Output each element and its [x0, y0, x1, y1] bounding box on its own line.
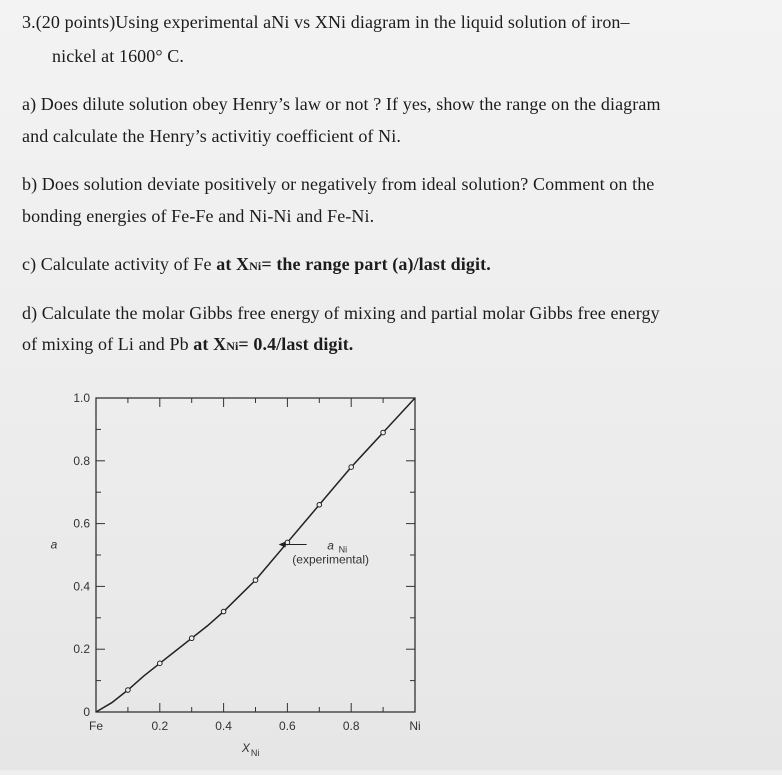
part-d-rest: = 0.4/last digit. — [238, 334, 354, 354]
activity-chart-svg — [40, 380, 440, 770]
data-point — [126, 688, 131, 693]
question-header-line1: 3.(20 points)Using experimental aNi vs XNi diagram in the liquid solution of iron– — [22, 12, 630, 32]
y-tick-label: 0.2 — [73, 642, 90, 657]
part-d-line1: d) Calculate the molar Gibbs free energy of mixing and partial molar Gibbs free energy — [22, 303, 660, 323]
data-point — [317, 502, 322, 507]
x-tick-label: 0.6 — [279, 719, 296, 733]
data-point — [349, 465, 354, 470]
part-d-line2 — [22, 334, 353, 355]
data-point — [253, 578, 258, 583]
part-c-at: at — [216, 254, 232, 274]
chart-text — [51, 391, 421, 758]
part-d-prefix: of mixing of Li and Pb — [22, 334, 194, 354]
part-c-x: X — [236, 254, 250, 274]
part-d-sub: Ni — [226, 339, 239, 353]
part-d-at: at — [193, 334, 209, 354]
part-b-line2: bonding energies of Fe-Fe and Ni-Ni and Fe-Ni. — [22, 206, 375, 226]
part-c-sub: Ni — [249, 259, 262, 273]
annotation-label-a: a — [327, 538, 334, 553]
part-c-line — [22, 254, 491, 275]
part-c-rest: = the range part (a)/last digit. — [261, 254, 491, 274]
part-d-x: X — [213, 334, 227, 354]
x-tick-label: 0.2 — [151, 719, 169, 733]
y-tick-label: 0.4 — [73, 579, 90, 594]
part-b-line1: b) Does solution deviate positively or negatively from ideal solution? Comment on the — [22, 174, 655, 194]
x-tick-label: 0.8 — [342, 719, 360, 733]
data-point — [221, 609, 226, 614]
question-header-line2: nickel at 1600° C. — [52, 46, 184, 66]
data-point — [158, 661, 163, 666]
data-point — [381, 430, 386, 435]
x-tick-label: Ni — [409, 719, 421, 733]
part-c-prefix: c) Calculate activity of Fe — [22, 254, 217, 274]
x-tick-label: 0.4 — [215, 719, 232, 733]
y-tick-label: 1.0 — [73, 391, 90, 405]
annotation-label-sub: Ni — [338, 544, 348, 555]
x-tick-label: Fe — [88, 719, 104, 733]
part-a-line2: and calculate the Henry’s activitiy coefficient of Ni. — [22, 126, 401, 146]
part-a-line1: a) Does dilute solution obey Henry’s law or not ? If yes, show the range on the diagram — [22, 94, 661, 114]
data-point — [189, 636, 194, 641]
activity-chart — [40, 380, 440, 770]
annotation-label-experimental: (experimental) — [292, 552, 369, 567]
y-tick-label: 0 — [83, 705, 90, 719]
y-tick-label: 0.6 — [73, 516, 90, 531]
panel-label: a — [50, 537, 58, 552]
x-axis-label: X — [241, 741, 250, 755]
y-tick-label: 0.8 — [73, 453, 90, 468]
x-axis-label-sub: Ni — [250, 748, 260, 758]
annotation-arrowhead — [279, 542, 286, 548]
